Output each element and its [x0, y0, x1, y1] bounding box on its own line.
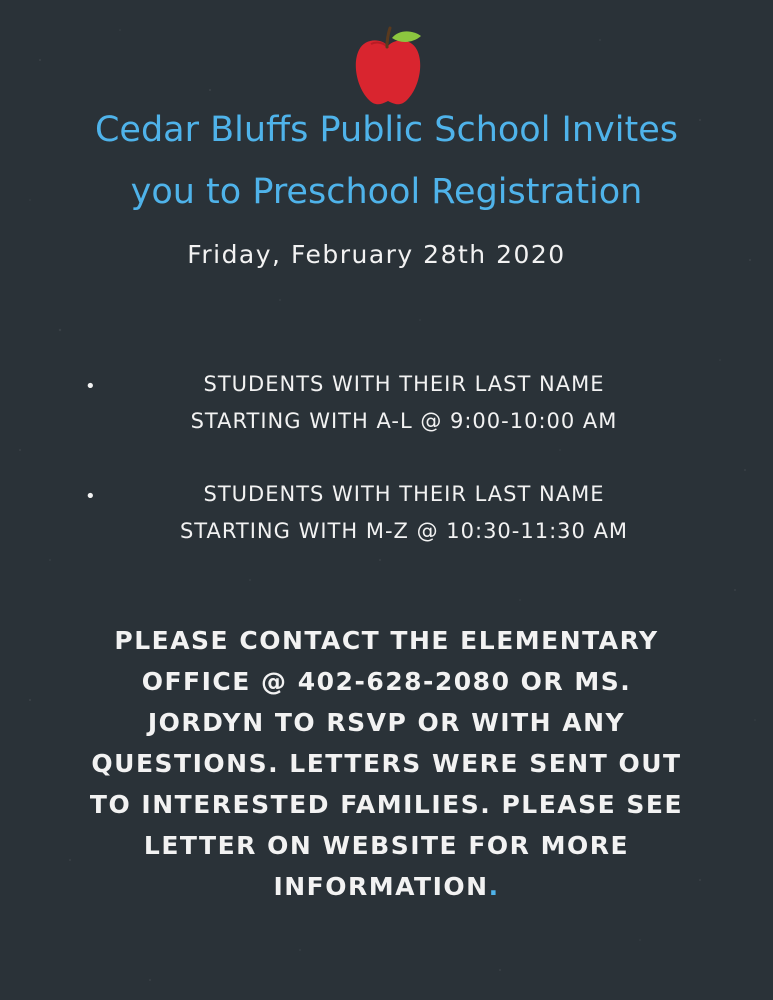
contact-line: OFFICE @ 402-628-2080 OR MS. — [141, 667, 632, 696]
contact-line-last — [0, 866, 773, 907]
contact-message — [0, 620, 773, 907]
contact-line: JORDYN TO RSVP OR WITH ANY — [147, 708, 626, 737]
title-line-2: you to Preschool Registration — [130, 172, 643, 212]
bullet-icon: • — [85, 376, 96, 397]
title-line-1: Cedar Bluffs Public School Invites — [94, 110, 678, 150]
contact-line: LETTER ON WEBSITE FOR MORE — [143, 831, 630, 860]
schedule-line: STARTING WITH A-L @ 9:00-10:00 AM — [190, 409, 618, 433]
schedule-line: STUDENTS WITH THEIR LAST NAME — [203, 482, 605, 506]
contact-line: TO INTERESTED FAMILIES. PLEASE SEE — [89, 790, 684, 819]
bullet-icon: • — [85, 486, 96, 507]
schedule-line: STARTING WITH M-Z @ 10:30-11:30 AM — [179, 519, 629, 543]
event-date: Friday, February 28th 2020 — [187, 240, 566, 269]
contact-line: QUESTIONS. LETTERS WERE SENT OUT — [91, 749, 682, 778]
apple-icon — [351, 26, 425, 108]
contact-period: . — [488, 872, 500, 901]
contact-last-word: INFORMATION — [273, 872, 489, 901]
contact-line: PLEASE CONTACT THE ELEMENTARY — [114, 626, 659, 655]
schedule-line: STUDENTS WITH THEIR LAST NAME — [203, 372, 605, 396]
